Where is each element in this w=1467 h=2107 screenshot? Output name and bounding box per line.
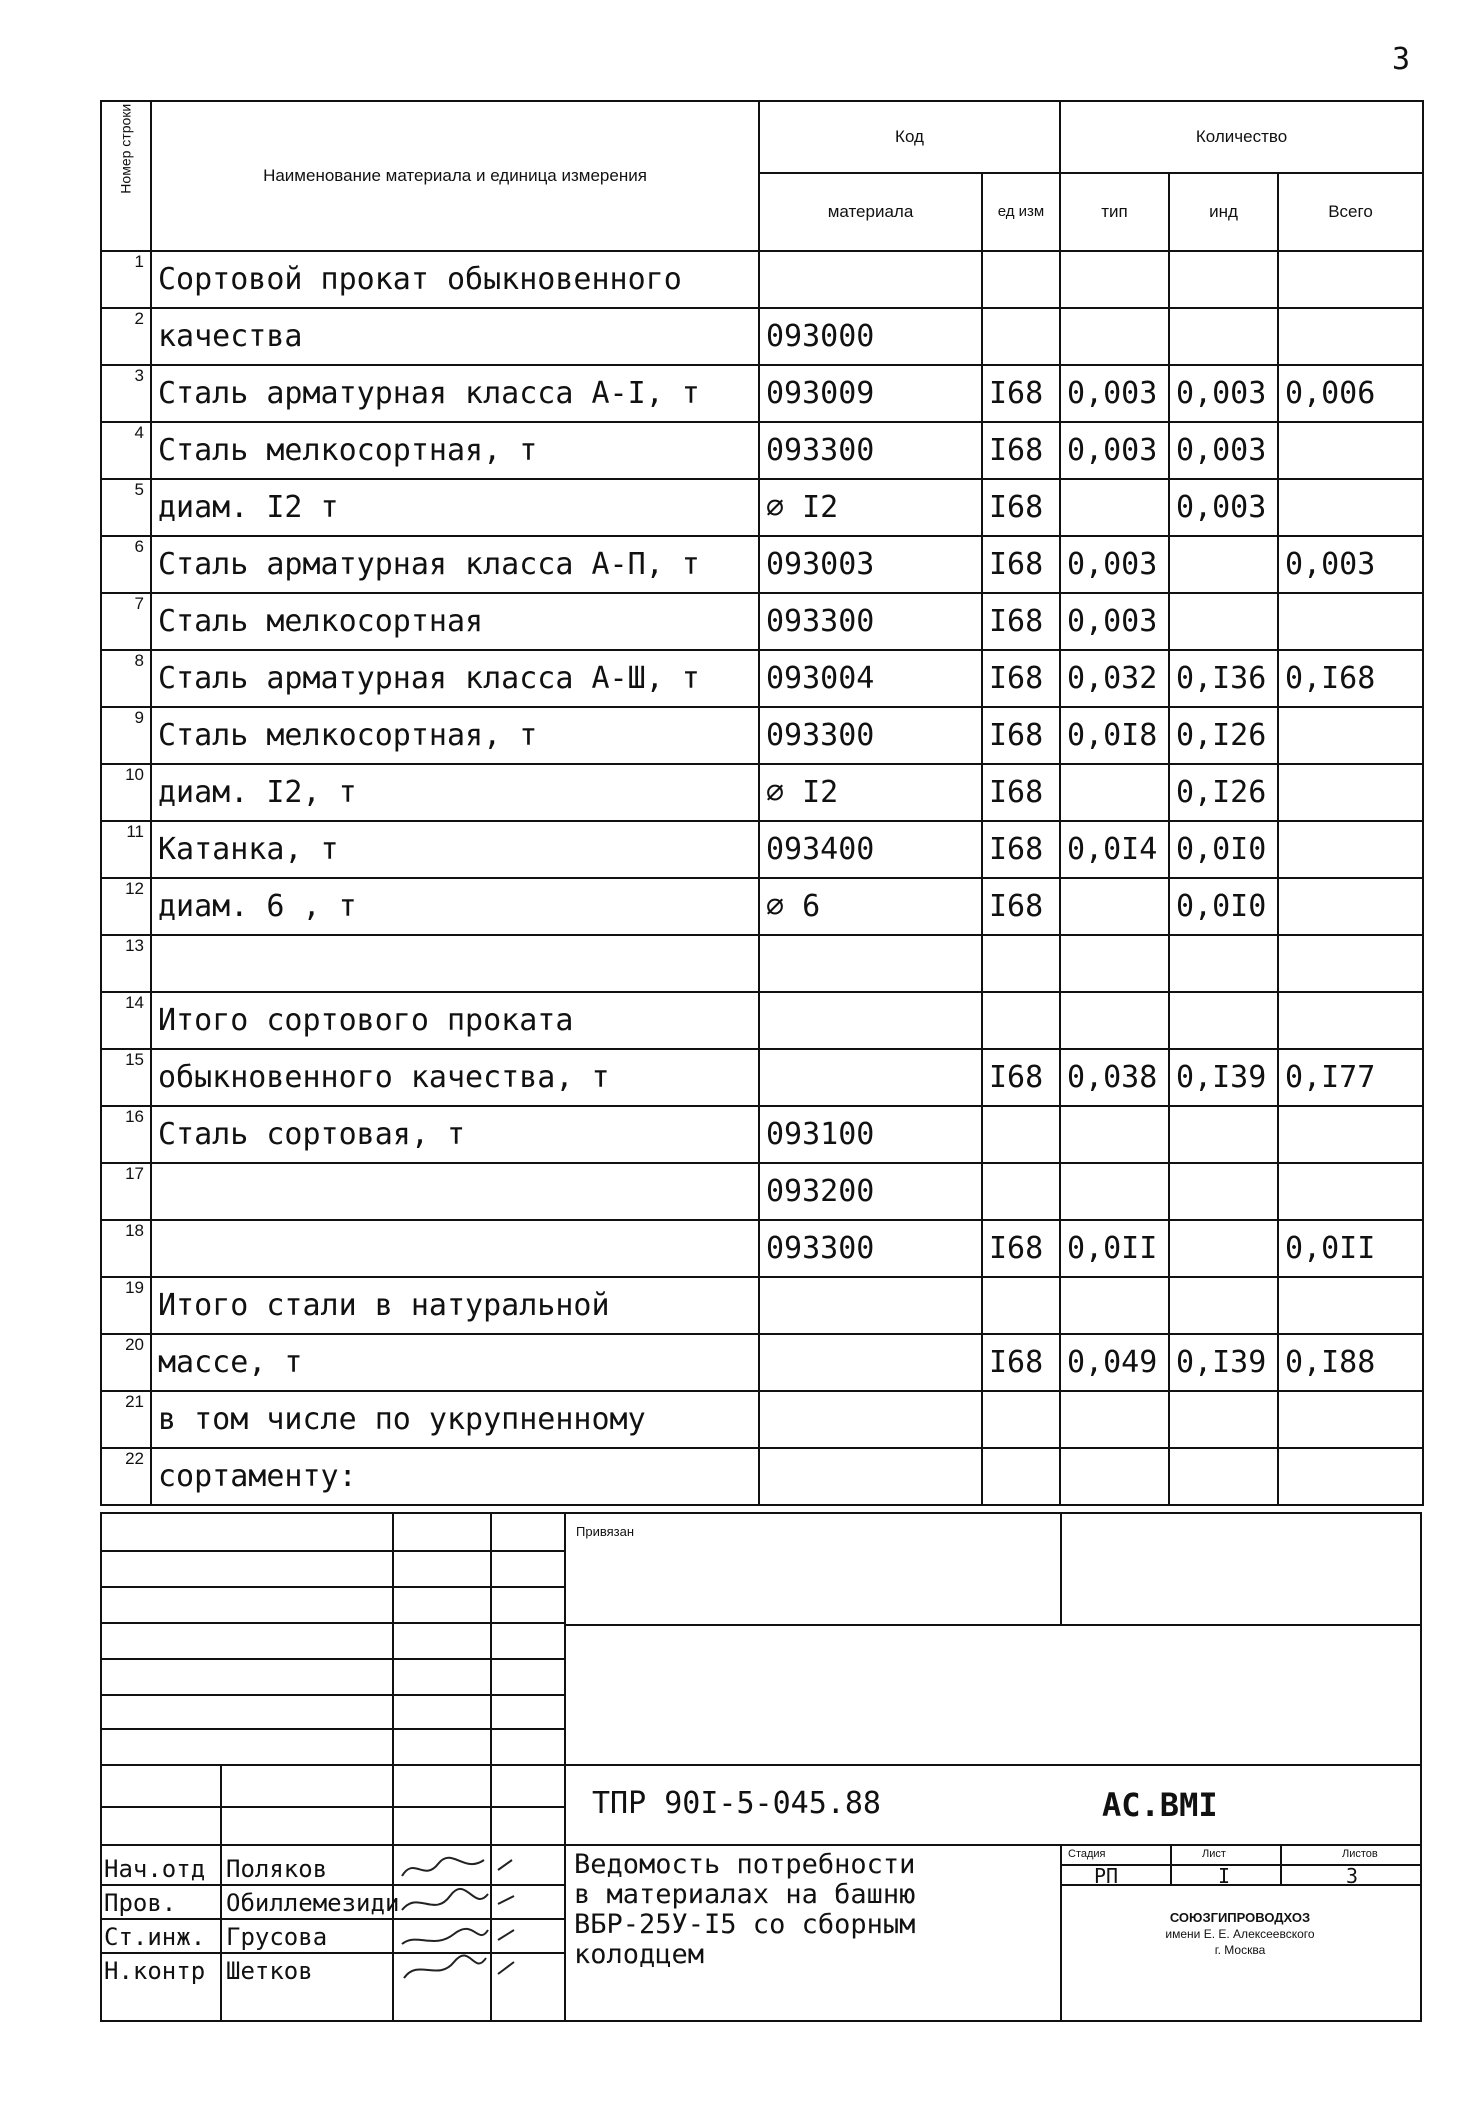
row-number: 12 bbox=[101, 878, 151, 935]
material-name: диам. I2 т bbox=[151, 479, 759, 536]
row-number: 1 bbox=[101, 251, 151, 308]
material-name: Сталь мелкосортная bbox=[151, 593, 759, 650]
qty-ind: 0,I26 bbox=[1169, 764, 1278, 821]
signatory-roles: Нач.отд Пров. Ст.инж. Н.контр bbox=[104, 1855, 206, 1985]
qty-tip bbox=[1060, 479, 1169, 536]
row-number: 9 bbox=[101, 707, 151, 764]
material-code: 093003 bbox=[759, 536, 982, 593]
unit-code bbox=[982, 308, 1060, 365]
material-name: диам. I2, т bbox=[151, 764, 759, 821]
material-code: 093400 bbox=[759, 821, 982, 878]
table-row bbox=[101, 308, 1423, 365]
header-quantity-group: Количество bbox=[1060, 101, 1423, 173]
table-body bbox=[101, 251, 1423, 1505]
sheet-value: I bbox=[1218, 1864, 1231, 1888]
qty-tip bbox=[1060, 1391, 1169, 1448]
unit-code bbox=[982, 1163, 1060, 1220]
row-number: 18 bbox=[101, 1220, 151, 1277]
unit-code: I68 bbox=[982, 878, 1060, 935]
qty-total: 0,I68 bbox=[1278, 650, 1423, 707]
qty-tip bbox=[1060, 308, 1169, 365]
qty-total bbox=[1278, 1277, 1423, 1334]
qty-tip: 0,003 bbox=[1060, 422, 1169, 479]
qty-tip bbox=[1060, 1448, 1169, 1505]
material-name: Сталь арматурная класса А-П, т bbox=[151, 536, 759, 593]
table-row bbox=[101, 1220, 1423, 1277]
material-code bbox=[759, 1334, 982, 1391]
material-code bbox=[759, 1448, 982, 1505]
header-qty-ind: инд bbox=[1169, 173, 1278, 251]
material-code: ∅ 6 bbox=[759, 878, 982, 935]
table-row bbox=[101, 1334, 1423, 1391]
qty-tip bbox=[1060, 764, 1169, 821]
qty-ind bbox=[1169, 536, 1278, 593]
header-row-number: Номер строки bbox=[101, 101, 151, 251]
row-number: 13 bbox=[101, 935, 151, 992]
unit-code: I68 bbox=[982, 1049, 1060, 1106]
qty-tip: 0,003 bbox=[1060, 593, 1169, 650]
qty-total: 0,006 bbox=[1278, 365, 1423, 422]
material-name: Катанка, т bbox=[151, 821, 759, 878]
project-code: ТПР 90I-5-045.88 bbox=[592, 1786, 881, 1821]
qty-ind: 0,I36 bbox=[1169, 650, 1278, 707]
qty-tip bbox=[1060, 251, 1169, 308]
qty-ind bbox=[1169, 1277, 1278, 1334]
row-number: 14 bbox=[101, 992, 151, 1049]
material-name: Сталь арматурная класса А-I, т bbox=[151, 365, 759, 422]
qty-ind: 0,I39 bbox=[1169, 1049, 1278, 1106]
stage-value: РП bbox=[1094, 1864, 1119, 1888]
table-row bbox=[101, 593, 1423, 650]
unit-code bbox=[982, 992, 1060, 1049]
material-code: 093009 bbox=[759, 365, 982, 422]
qty-total bbox=[1278, 764, 1423, 821]
material-code: 093004 bbox=[759, 650, 982, 707]
qty-tip: 0,003 bbox=[1060, 365, 1169, 422]
sheet-mark: АС.ВМI bbox=[1102, 1786, 1218, 1824]
row-number: 5 bbox=[101, 479, 151, 536]
row-number: 6 bbox=[101, 536, 151, 593]
qty-ind bbox=[1169, 1163, 1278, 1220]
unit-code bbox=[982, 1106, 1060, 1163]
material-code: 093300 bbox=[759, 422, 982, 479]
table-row bbox=[101, 1391, 1423, 1448]
qty-tip bbox=[1060, 878, 1169, 935]
table-row bbox=[101, 365, 1423, 422]
material-name bbox=[151, 1163, 759, 1220]
material-name: диам. 6 , т bbox=[151, 878, 759, 935]
row-number: 11 bbox=[101, 821, 151, 878]
row-number: 4 bbox=[101, 422, 151, 479]
row-number: 20 bbox=[101, 1334, 151, 1391]
row-number: 8 bbox=[101, 650, 151, 707]
row-number: 19 bbox=[101, 1277, 151, 1334]
material-code bbox=[759, 935, 982, 992]
material-code bbox=[759, 1049, 982, 1106]
row-number: 2 bbox=[101, 308, 151, 365]
sheets-value: 3 bbox=[1346, 1864, 1359, 1888]
material-name: массе, т bbox=[151, 1334, 759, 1391]
material-code bbox=[759, 1391, 982, 1448]
qty-ind bbox=[1169, 308, 1278, 365]
bound-label: Привязан bbox=[576, 1524, 635, 1539]
qty-tip: 0,0II bbox=[1060, 1220, 1169, 1277]
material-code bbox=[759, 251, 982, 308]
qty-total bbox=[1278, 935, 1423, 992]
qty-tip: 0,038 bbox=[1060, 1049, 1169, 1106]
qty-tip: 0,0I4 bbox=[1060, 821, 1169, 878]
material-name: Сталь мелкосортная, т bbox=[151, 707, 759, 764]
header-code-group: Код bbox=[759, 101, 1060, 173]
qty-ind: 0,003 bbox=[1169, 365, 1278, 422]
qty-total bbox=[1278, 308, 1423, 365]
table-row bbox=[101, 479, 1423, 536]
qty-tip: 0,0I8 bbox=[1060, 707, 1169, 764]
title-block bbox=[100, 1512, 1422, 2022]
row-number: 15 bbox=[101, 1049, 151, 1106]
row-number: 10 bbox=[101, 764, 151, 821]
qty-total bbox=[1278, 593, 1423, 650]
qty-total: 0,I88 bbox=[1278, 1334, 1423, 1391]
table-row bbox=[101, 764, 1423, 821]
table-row bbox=[101, 536, 1423, 593]
table-row bbox=[101, 1448, 1423, 1505]
material-code: ∅ I2 bbox=[759, 764, 982, 821]
organization: СОЮЗГИПРОВОДХОЗ имени Е. Е. Алексеевского г. Москва bbox=[1165, 1910, 1315, 1957]
qty-ind bbox=[1169, 1448, 1278, 1505]
material-name: Сталь сортовая, т bbox=[151, 1106, 759, 1163]
row-number: 17 bbox=[101, 1163, 151, 1220]
table-row bbox=[101, 935, 1423, 992]
qty-total: 0,0II bbox=[1278, 1220, 1423, 1277]
sheet-label: Лист bbox=[1202, 1848, 1226, 1860]
qty-ind: 0,003 bbox=[1169, 422, 1278, 479]
row-number: 3 bbox=[101, 365, 151, 422]
header-code-unit: ед изм bbox=[982, 173, 1060, 251]
qty-total bbox=[1278, 821, 1423, 878]
qty-tip: 0,003 bbox=[1060, 536, 1169, 593]
table-row bbox=[101, 1163, 1423, 1220]
qty-total bbox=[1278, 1448, 1423, 1505]
qty-ind: 0,0I0 bbox=[1169, 878, 1278, 935]
table-row bbox=[101, 992, 1423, 1049]
material-name: Сталь арматурная класса А-Ш, т bbox=[151, 650, 759, 707]
qty-ind: 0,003 bbox=[1169, 479, 1278, 536]
material-name: обыкновенного качества, т bbox=[151, 1049, 759, 1106]
qty-ind bbox=[1169, 251, 1278, 308]
qty-tip bbox=[1060, 935, 1169, 992]
material-name: сортаменту: bbox=[151, 1448, 759, 1505]
qty-total bbox=[1278, 992, 1423, 1049]
material-code bbox=[759, 1277, 982, 1334]
qty-ind bbox=[1169, 1391, 1278, 1448]
unit-code: I68 bbox=[982, 1220, 1060, 1277]
qty-total bbox=[1278, 1163, 1423, 1220]
qty-tip bbox=[1060, 1277, 1169, 1334]
unit-code bbox=[982, 251, 1060, 308]
row-number: 22 bbox=[101, 1448, 151, 1505]
material-name bbox=[151, 935, 759, 992]
qty-ind: 0,0I0 bbox=[1169, 821, 1278, 878]
material-code: 093100 bbox=[759, 1106, 982, 1163]
material-code: 093300 bbox=[759, 707, 982, 764]
header-code-material: материала bbox=[759, 173, 982, 251]
handwritten-signatures bbox=[394, 1846, 564, 1986]
qty-total: 0,003 bbox=[1278, 536, 1423, 593]
stage-label: Стадия bbox=[1068, 1848, 1106, 1860]
page-number: 3 bbox=[1392, 42, 1411, 77]
qty-total: 0,I77 bbox=[1278, 1049, 1423, 1106]
qty-ind bbox=[1169, 935, 1278, 992]
row-number: 21 bbox=[101, 1391, 151, 1448]
qty-tip bbox=[1060, 1163, 1169, 1220]
unit-code bbox=[982, 1277, 1060, 1334]
qty-ind bbox=[1169, 1106, 1278, 1163]
table-row bbox=[101, 1277, 1423, 1334]
qty-ind bbox=[1169, 1220, 1278, 1277]
table-row bbox=[101, 878, 1423, 935]
table-row bbox=[101, 821, 1423, 878]
material-name: качества bbox=[151, 308, 759, 365]
material-name: в том числе по укрупненному bbox=[151, 1391, 759, 1448]
qty-ind bbox=[1169, 593, 1278, 650]
qty-total bbox=[1278, 707, 1423, 764]
qty-tip: 0,032 bbox=[1060, 650, 1169, 707]
row-number: 7 bbox=[101, 593, 151, 650]
material-name: Сортовой прокат обыкновенного bbox=[151, 251, 759, 308]
qty-total bbox=[1278, 251, 1423, 308]
unit-code bbox=[982, 1391, 1060, 1448]
header-qty-tip: тип bbox=[1060, 173, 1169, 251]
qty-total bbox=[1278, 422, 1423, 479]
material-name: Итого сортового проката bbox=[151, 992, 759, 1049]
unit-code bbox=[982, 935, 1060, 992]
unit-code: I68 bbox=[982, 650, 1060, 707]
unit-code: I68 bbox=[982, 1334, 1060, 1391]
materials-table bbox=[100, 100, 1424, 1506]
qty-total bbox=[1278, 1106, 1423, 1163]
qty-tip: 0,049 bbox=[1060, 1334, 1169, 1391]
material-code: 093000 bbox=[759, 308, 982, 365]
material-name bbox=[151, 1220, 759, 1277]
qty-ind bbox=[1169, 992, 1278, 1049]
table-row bbox=[101, 251, 1423, 308]
material-code: 093300 bbox=[759, 1220, 982, 1277]
material-name: Сталь мелкосортная, т bbox=[151, 422, 759, 479]
unit-code: I68 bbox=[982, 536, 1060, 593]
unit-code: I68 bbox=[982, 593, 1060, 650]
table-row bbox=[101, 707, 1423, 764]
qty-total bbox=[1278, 878, 1423, 935]
header-qty-total: Всего bbox=[1278, 173, 1423, 251]
material-code: 093200 bbox=[759, 1163, 982, 1220]
table-row bbox=[101, 650, 1423, 707]
material-code bbox=[759, 992, 982, 1049]
material-code: 093300 bbox=[759, 593, 982, 650]
table-row bbox=[101, 422, 1423, 479]
document-title: Ведомость потребности в материалах на башню ВБР-25У-I5 со сборным колодцем bbox=[574, 1849, 916, 1970]
qty-ind: 0,I26 bbox=[1169, 707, 1278, 764]
row-number: 16 bbox=[101, 1106, 151, 1163]
unit-code: I68 bbox=[982, 365, 1060, 422]
unit-code: I68 bbox=[982, 479, 1060, 536]
qty-total bbox=[1278, 479, 1423, 536]
header-material-name: Наименование материала и единица измерения bbox=[151, 101, 759, 251]
unit-code bbox=[982, 1448, 1060, 1505]
qty-total bbox=[1278, 1391, 1423, 1448]
table-row bbox=[101, 1049, 1423, 1106]
material-name: Итого стали в натуральной bbox=[151, 1277, 759, 1334]
unit-code: I68 bbox=[982, 764, 1060, 821]
material-code: ∅ I2 bbox=[759, 479, 982, 536]
unit-code: I68 bbox=[982, 707, 1060, 764]
unit-code: I68 bbox=[982, 821, 1060, 878]
qty-tip bbox=[1060, 1106, 1169, 1163]
unit-code: I68 bbox=[982, 422, 1060, 479]
signatory-names: Поляков Обиллемезиди Грусова Шетков bbox=[226, 1855, 400, 1985]
table-row bbox=[101, 1106, 1423, 1163]
qty-tip bbox=[1060, 992, 1169, 1049]
sheets-label: Листов bbox=[1342, 1848, 1378, 1860]
qty-ind: 0,I39 bbox=[1169, 1334, 1278, 1391]
